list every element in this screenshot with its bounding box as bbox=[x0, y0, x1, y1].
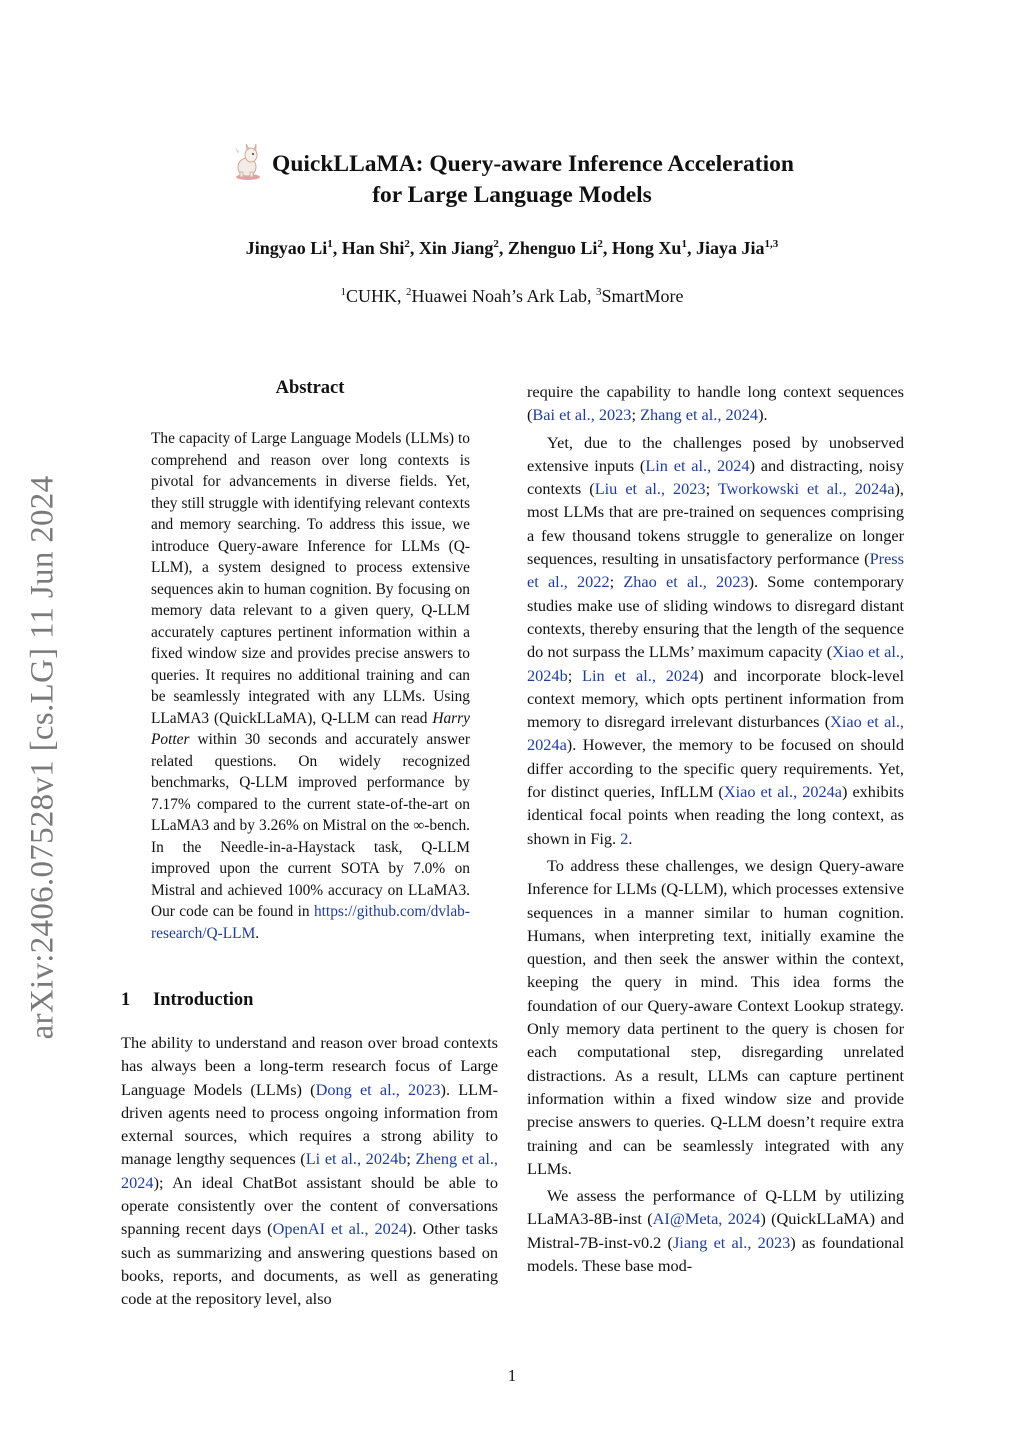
citation-link[interactable]: Lin et al., 2024 bbox=[645, 455, 750, 475]
intro-paragraph-1: The ability to understand and reason over broad contexts has always been a long-term research focus of Large Language Models (LLMs) (Dong et al., 2023). LLM-driven agents need to process ongoing information from external sources, which requires a strong ability to manage lengthy sequences (Li et al., 2024b; Zheng et al., 2024); An ideal ChatBot assistant should be able to operate consistently over the content of conversations spanning recent days (OpenAI et al., 2024). Other tasks such as summarizing and answering questions based on books, reports, and documents, as well as generating code at the repository level, also bbox=[121, 1033, 499, 1309]
citation-link[interactable]: Dong et al., 2023 bbox=[315, 1079, 441, 1099]
page-number: 1 bbox=[507, 1366, 517, 1385]
section-heading-introduction bbox=[121, 990, 253, 1011]
title-line-2: for Large Language Models bbox=[372, 182, 652, 208]
citation-link[interactable]: AI@Meta, 2024 bbox=[652, 1209, 761, 1229]
citation-link[interactable]: Press et al., 2022 bbox=[527, 549, 904, 592]
citation-link[interactable]: Xiao et al., 2024a bbox=[723, 782, 842, 802]
intro-left-column bbox=[121, 1031, 498, 1311]
affiliation: $^3$SmartMore bbox=[596, 286, 684, 306]
citation-link[interactable]: Zheng et al., 2024 bbox=[121, 1149, 498, 1192]
citation-link[interactable]: OpenAI et al., 2024 bbox=[272, 1219, 408, 1239]
citation-link[interactable]: Bai et al., 2023 bbox=[532, 405, 632, 425]
author: Zhenguo Li$^2$, bbox=[507, 238, 612, 258]
citation-link[interactable]: Xiao et al., 2024b bbox=[527, 642, 904, 685]
citation-link[interactable]: Jiang et al., 2023 bbox=[672, 1232, 791, 1252]
citation-link[interactable]: Tworkowski et al., 2024a bbox=[717, 479, 895, 499]
llama-logo-icon bbox=[230, 143, 266, 181]
intro-paragraph-continued: require the capability to handle long context sequences (Bai et al., 2023; Zhang et al., 2024). bbox=[527, 382, 904, 425]
figure-ref-link[interactable]: 2 bbox=[620, 828, 629, 848]
author: Hong Xu$^1$, bbox=[611, 238, 696, 258]
citation-link[interactable]: Liu et al., 2023 bbox=[594, 479, 706, 499]
harry-potter-italic: Harry Potter bbox=[151, 709, 470, 748]
author: Xin Jiang$^2$, bbox=[418, 238, 508, 258]
affiliation: $^1$CUHK, bbox=[340, 286, 407, 306]
intro-paragraph-2: Yet, due to the challenges posed by unobserved extensive inputs (Lin et al., 2024) and distracting, noisy contexts (Liu et al., 2023; Tworkowski et al., 2024a), most LLMs that are pre-trained on sequences comprising a few thousand tokens struggle to generalize on longer sequences, resulting in unsatisfactory performance (Press et al., 2022; Zhao et al., 2023). Some contemporary studies make use of sliding windows to disregard distant contexts, thereby ensuring that the length of the sequence do not surpass the LLMs’ maximum capacity (Xiao et al., 2024b; Lin et al., 2024) and incorporate block-level context memory, which opts pertinent information from memory to disregard irrelevant disturbances (Xiao et al., 2024a). However, the memory to be focused on should differ according to the specific query requirements. Yet, for distinct queries, InfLLM (Xiao et al., 2024a) exhibits identical focal points when reading the long context, as shown in Fig. 2. bbox=[527, 432, 904, 848]
intro-right-column bbox=[527, 380, 904, 1277]
section-title: Introduction bbox=[153, 990, 254, 1010]
intro-paragraph-3: To address these challenges, we design Query-aware Inference for LLMs (Q-LLM), which processes extensive sequences in a manner similar to human cognition. Humans, when interpreting text, initially examine the question, and then seek the answer within the context, keeping the query in mind. This idea forms the foundation of our Query-aware Context Lookup strategy. Only memory data pertinent to the query is chosen for each computational step, disregarding unrelated distractions. As a result, LLMs can capture pertinent information within a fixed window size and provide precise answers to queries. Q-LLM doesn’t require extra training and can be seamlessly integrated with any LLMs. bbox=[527, 855, 904, 1178]
citation-link[interactable]: Lin et al., 2024 bbox=[582, 665, 699, 685]
intro-paragraph-4: We assess the performance of Q-LLM by utilizing LLaMA3-8B-inst (AI@Meta, 2024) (QuickLLaMA) and Mistral-7B-inst-v0.2 (Jiang et al., 2023) as foundational models. These base mod- bbox=[527, 1186, 904, 1275]
abstract-heading: Abstract bbox=[275, 378, 345, 398]
title-line-1: QuickLLaMA: Query-aware Inference Acceleration bbox=[272, 151, 794, 177]
citation-link[interactable]: Li et al., 2024b bbox=[305, 1149, 407, 1169]
citation-link[interactable]: Zhang et al., 2024 bbox=[640, 405, 759, 425]
abstract-body: The capacity of Large Language Models (LLMs) to comprehend and reason over long contexts is pivotal for advancements in diverse fields. Yet, they still struggle with identifying relevant contexts and memory searching. To address this issue, we introduce Query-aware Inference for LLMs (Q-LLM), a system designed to process extensive sequences akin to human cognition. By focusing on memory data relevant to a given query, Q-LLM accurately captures pertinent information within a fixed window size and provides precise answers to queries. It requires no additional training and can be seamlessly integrated with any LLMs. Using LLaMA3 (QuickLLaMA), Q-LLM can read Harry Potter within 30 seconds and accurately answer related questions. On widely recognized benchmarks, Q-LLM improved performance by 7.17% compared to the current state-of-the-art on LLaMA3 and by 3.26% on Mistral on the ∞-bench. In the Needle-in-a-Haystack task, Q-LLM improved upon the current SOTA by 7.0% on Mistral and achieved 100% accuracy on LLaMA3. Our code can be found in https://github.com/dvlab-research/Q-LLM. bbox=[151, 430, 470, 942]
arxiv-stamp bbox=[18, 455, 68, 1060]
citation-link[interactable]: Zhao et al., 2023 bbox=[623, 572, 749, 592]
author-list bbox=[110, 238, 914, 259]
arxiv-stamp-text: arXiv:2406.07528v1 [cs.LG] 11 Jun 2024 bbox=[24, 475, 61, 1040]
citation-link[interactable]: Xiao et al., 2024a bbox=[527, 712, 904, 755]
author: Han Shi$^2$, bbox=[341, 238, 419, 258]
affiliation: $^2$Huawei Noah’s Ark Lab, bbox=[406, 286, 596, 306]
author: Jingyao Li$^1$, bbox=[245, 238, 342, 258]
paper-title bbox=[110, 143, 914, 210]
author: Jiaya Jia$^{1,3}$ bbox=[695, 238, 779, 258]
code-link[interactable]: https://github.com/dvlab-research/Q-LLM bbox=[151, 903, 470, 942]
affiliation-list bbox=[110, 286, 914, 307]
section-number: 1 bbox=[121, 990, 131, 1010]
